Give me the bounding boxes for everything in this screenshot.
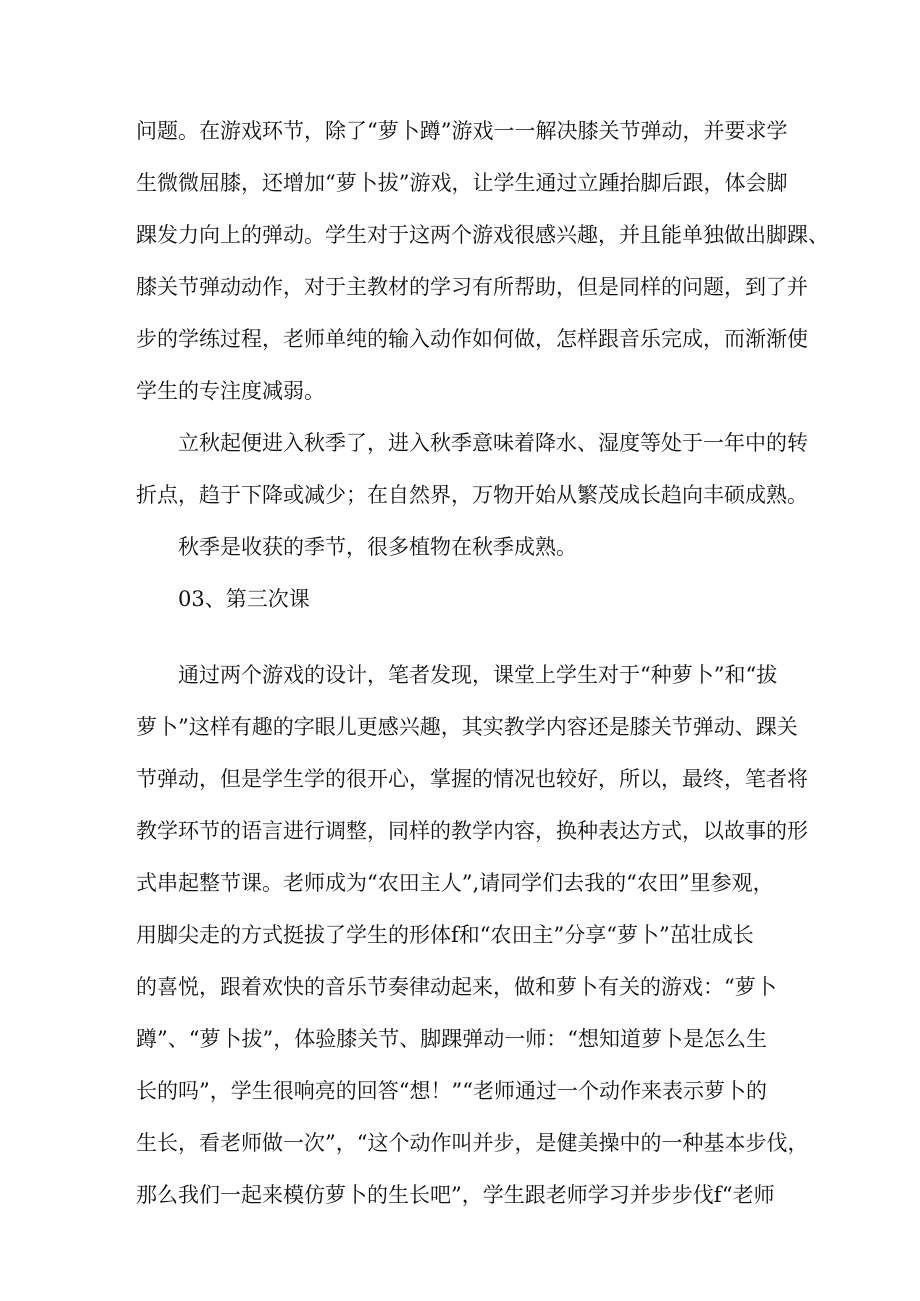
text-line: 学生的专注度减弱。	[136, 379, 325, 403]
text-line: 用脚尖走的方式挺拔了学生的形体f和“农田主”分享“萝卜”茁壮成长	[136, 923, 754, 947]
text-line: 生微微屈膝，还增加“萝卜拔”游戏，让学生通过立踵抬脚后跟，体会脚	[136, 171, 788, 195]
text-line: 通过两个游戏的设计，笔者发现，课堂上学生对于“种萝卜”和“拔	[178, 663, 778, 687]
text-line: 节弹动，但是学生学的很开心，掌握的情况也较好，所以，最终，笔者将	[136, 767, 808, 791]
text-line: 折点，趋于下降或减少；在自然界，万物开始从繁茂成长趋向丰硕成熟。	[136, 483, 808, 507]
text-line: 的喜悦，跟着欢快的音乐节奏律动起来，做和萝卜有关的游戏：“萝卜	[136, 975, 777, 999]
text-line: 立秋起便进入秋季了，进入秋季意味着降水、湿度等处于一年中的转	[178, 431, 808, 455]
text-line: 步的学练过程，老师单纯的输入动作如何做，怎样跟音乐完成，而渐渐使	[136, 327, 808, 351]
text-line: 膝关节弹动动作，对于主教材的学习有所帮助，但是同样的问题，到了并	[136, 275, 808, 299]
text-line: 蹲”、“萝卜拔”，体验膝关节、脚踝弹动一师：“想知道萝卜是怎么生	[136, 1027, 767, 1051]
text-line: 那么我们一起来模仿萝卜的生长吧”，学生跟老师学习并步步伐f“老师	[136, 1183, 775, 1207]
text-line: 长的吗”，学生很响亮的回答“想！”“老师通过一个动作来表示萝卜的	[136, 1079, 767, 1103]
text-line: 踝发力向上的弹动。学生对于这两个游戏很感兴趣，并且能单独做出脚踝、	[136, 223, 829, 247]
text-line: 问题。在游戏环节，除了“萝卜蹲”游戏一一解决膝关节弹动，并要求学	[136, 119, 788, 143]
text-line: 生长，看老师做一次”，“这个动作叫并步，是健美操中的一种基本步伐，	[136, 1131, 809, 1155]
text-line: 教学环节的语言进行调整，同样的教学内容，换种表达方式，以故事的形	[136, 819, 808, 843]
text-line: 萝卜”这样有趣的字眼儿更感兴趣，其实教学内容还是膝关节弹动、踝关	[136, 715, 798, 739]
text-line: 秋季是收获的季节，很多植物在秋季成熟。	[178, 535, 577, 559]
text-line: 式串起整节课。老师成为“农田主人”,请同学们去我的“农田”里参观，	[136, 871, 774, 895]
section-heading: 03、第三次课	[178, 587, 310, 611]
